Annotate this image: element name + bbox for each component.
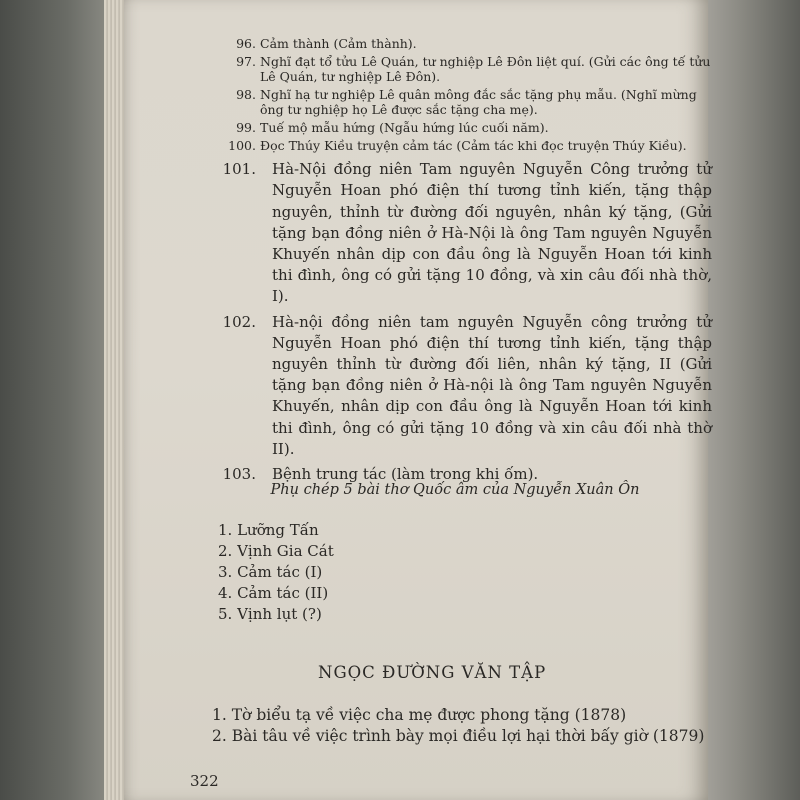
background-right bbox=[700, 0, 800, 800]
entry-text: Nghĩ đạt tổ tửu Lê Quán, tư nghiệp Lê Đôn liệt quí. (Gửi các ông tế tửu Lê Quán, tư nghiệp Lê Đôn). bbox=[260, 53, 711, 85]
entry-text: Hà-Nội đồng niên Tam nguyên Nguyễn Công trưởng tử Nguyễn Hoan phó điện thí tương tỉnh kiến, tặng thập nguyên, thỉnh từ đường đối nguyên, nhân ký tặng, (Gửi tặng bạn đồng niên ở Hà-Nội là ông Tam nguyên Nguyễn Khuyến nhân dịp con đầu ông là Nguyễn Hoan tới kinh thi đình, ông có gửi tặng 10 đồng, và xin câu đối nhà thờ, I). bbox=[272, 160, 712, 306]
appendix-item: 5. Vịnh lụt (?) bbox=[218, 605, 322, 623]
entry-text: Hà-nội đồng niên tam nguyên Nguyễn công trưởng tử Nguyễn Hoan phó điện thí tương tỉnh kiến, tặng thập nguyên thỉnh từ đường đối liên, nhân ký tặng, II (Gửi tặng bạn đồng niên ở Hà-nội là ông Tam nguyên Nguyễn Khuyến, nhân dịp con đầu ông là Nguyễn Hoan tới kinh thi đình, ông có gửi tặng 10 đồng và xin câu đối nhà thờ II). bbox=[272, 312, 712, 458]
entry-101 bbox=[222, 159, 712, 307]
entry-number: 103. bbox=[222, 465, 256, 483]
entry-97 bbox=[222, 54, 712, 85]
entry-text: Đọc Thúy Kiều truyện cảm tác (Cảm tác khi đọc truyện Thúy Kiều). bbox=[260, 137, 687, 153]
works-item: 2. Bài tâu về việc trình bày mọi điều lợi hại thời bấy giờ (1879) bbox=[212, 727, 705, 745]
entry-text: Bệnh trung tác (làm trong khi ốm). bbox=[272, 465, 539, 483]
entry-number: 101. bbox=[222, 160, 256, 179]
appendix-item: 3. Cảm tác (I) bbox=[218, 563, 323, 581]
entry-102 bbox=[222, 312, 712, 460]
entry-number: 98. bbox=[236, 86, 256, 102]
entry-number: 96. bbox=[236, 36, 256, 51]
entry-number: 100. bbox=[228, 137, 256, 153]
entry-text: Cảm thành (Cảm thành). bbox=[260, 36, 417, 51]
background-left bbox=[0, 0, 112, 800]
entry-text: Tuế mộ mẫu hứng (Ngẫu hứng lúc cuối năm). bbox=[260, 119, 549, 135]
appendix-item: 1. Lưỡng Tấn bbox=[218, 521, 319, 539]
entry-number: 97. bbox=[236, 53, 256, 69]
appendix-title: Phụ chép 5 bài thơ Quốc âm của Nguyễn Xuân Ôn bbox=[270, 482, 640, 498]
appendix-item: 2. Vịnh Gia Cát bbox=[218, 542, 334, 560]
entry-number: 99. bbox=[236, 119, 256, 135]
entry-list bbox=[222, 36, 712, 487]
book-page bbox=[124, 0, 712, 800]
page-number: 322 bbox=[190, 772, 219, 790]
section-heading: NGỌC ĐƯỜNG VĂN TẬP bbox=[318, 663, 547, 682]
appendix-item: 4. Cảm tác (II) bbox=[218, 584, 329, 602]
entry-99 bbox=[222, 120, 712, 136]
works-item: 1. Tờ biểu tạ về việc cha mẹ được phong tặng (1878) bbox=[212, 706, 627, 724]
appendix-list bbox=[218, 520, 334, 625]
entry-text: Nghĩ hạ tư nghiệp Lê quân mông đắc sắc tặng phụ mẫu. (Nghĩ mừng ông tư nghiệp họ Lê được sắc tặng cha mẹ). bbox=[260, 86, 697, 118]
entry-100 bbox=[222, 138, 712, 154]
entry-98 bbox=[222, 87, 712, 118]
entry-number: 102. bbox=[222, 312, 256, 331]
works-list bbox=[212, 705, 712, 747]
entry-96 bbox=[222, 36, 712, 52]
